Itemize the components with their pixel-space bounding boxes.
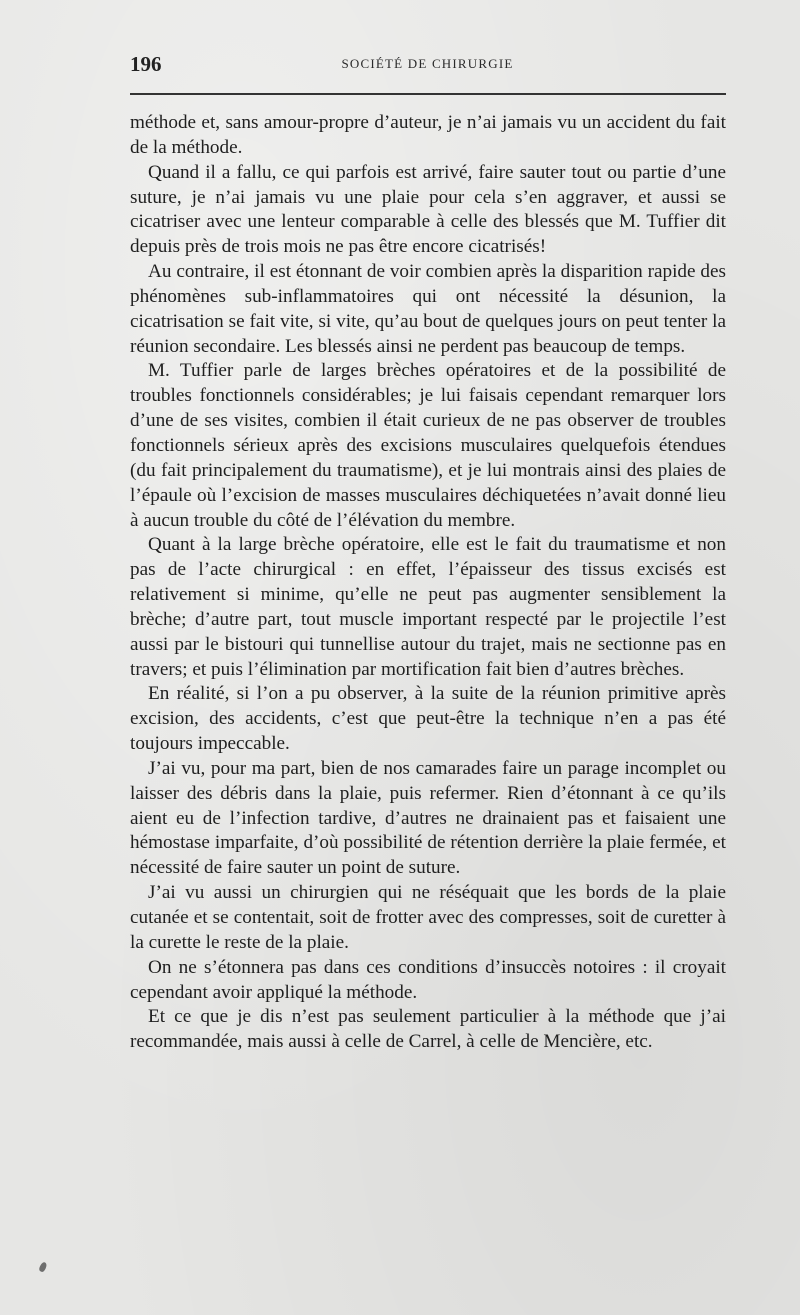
paragraph: méthode et, sans amour-propre d’auteur, je n’ai jamais vu un accident du fait de la méthode. bbox=[130, 112, 726, 158]
paragraph: J’ai vu aussi un chirurgien qui ne réséquait que les bords de la plaie cutanée et se contentait, soit de frotter avec des compresses, soit de curetter à la curette le reste de la plaie. bbox=[130, 882, 726, 953]
paragraph: En réalité, si l’on a pu observer, à la suite de la réunion primitive après excision, des accidents, c’est que peut-être la technique n’en a pas été toujours impeccable. bbox=[130, 683, 726, 755]
page-header bbox=[130, 52, 725, 82]
paragraph: M. Tuffier parle de larges brèches opératoires et de la possibilité de troubles fonctionnels considérables; je lui faisais cependant remarquer lors d’une de ses visites, combien il était curieux de ne pas observer de troubles fonctionnels sérieux après des excisions musculaires quelquefois étendues (du fait principalement du traumatisme), et je lui montrais ainsi des plaies de l’épaule où l’excision de masses musculaires déchiquetées n’avait donné lieu à aucun trouble du côté de l’élévation du membre. bbox=[130, 360, 726, 531]
paragraph: On ne s’étonnera pas dans ces conditions d’insuccès notoires : il croyait cependant avoir appliqué la méthode. bbox=[130, 956, 726, 1003]
body-text bbox=[130, 111, 726, 1055]
paragraph: J’ai vu, pour ma part, bien de nos camarades faire un parage incomplet ou laisser des débris dans la plaie, puis refermer. Rien d’étonnant à ce qu’ils aient eu de l’infection tardive, d’autres ne drainaient pas et faisaient une hémostase imparfaite, d’où possibilité de rétention derrière la plaie fermée, et nécessité de faire sauter un point de suture. bbox=[130, 757, 726, 879]
ink-speck bbox=[38, 1261, 48, 1273]
paragraph: Au contraire, il est étonnant de voir combien après la disparition rapide des phénomènes sub-inflammatoires qui ont nécessité la désunion, la cicatrisation se fait vite, si vite, qu’au bout de quelques jours on peut tenter la réunion secondaire. Les blessés ainsi ne perdent pas beaucoup de temps. bbox=[130, 261, 726, 357]
running-title: SOCIÉTÉ DE CHIRURGIE bbox=[341, 56, 514, 71]
header-rule bbox=[130, 93, 726, 95]
paragraph: Quant à la large brèche opératoire, elle est le fait du traumatisme et non pas de l’acte chirurgical : en effet, l’épaisseur des tissus excisés est relativement si minime, qu’elle ne peut pas augmenter sensiblement la brèche; d’autre part, tout muscle important respecté par le projectile l’est aussi par le bistouri qui tunnellise autour du trajet, mais ne sectionne pas en travers; et puis l’élimination par mortification fait bien d’autres brèches. bbox=[130, 534, 726, 680]
paragraph: Quand il a fallu, ce qui parfois est arrivé, faire sauter tout ou partie d’une suture, je n’ai jamais vu une plaie pour cela s’en aggraver, et aussi se cicatriser avec une lenteur comparable à celle des blessés que M. Tuffier dit depuis près de trois mois ne pas être encore cicatrisés! bbox=[130, 161, 726, 258]
paragraph: Et ce que je dis n’est pas seulement particulier à la méthode que j’ai recommandée, mais aussi à celle de Carrel, à celle de Mencière, etc. bbox=[130, 1006, 726, 1053]
page-number: 196 bbox=[130, 52, 162, 76]
